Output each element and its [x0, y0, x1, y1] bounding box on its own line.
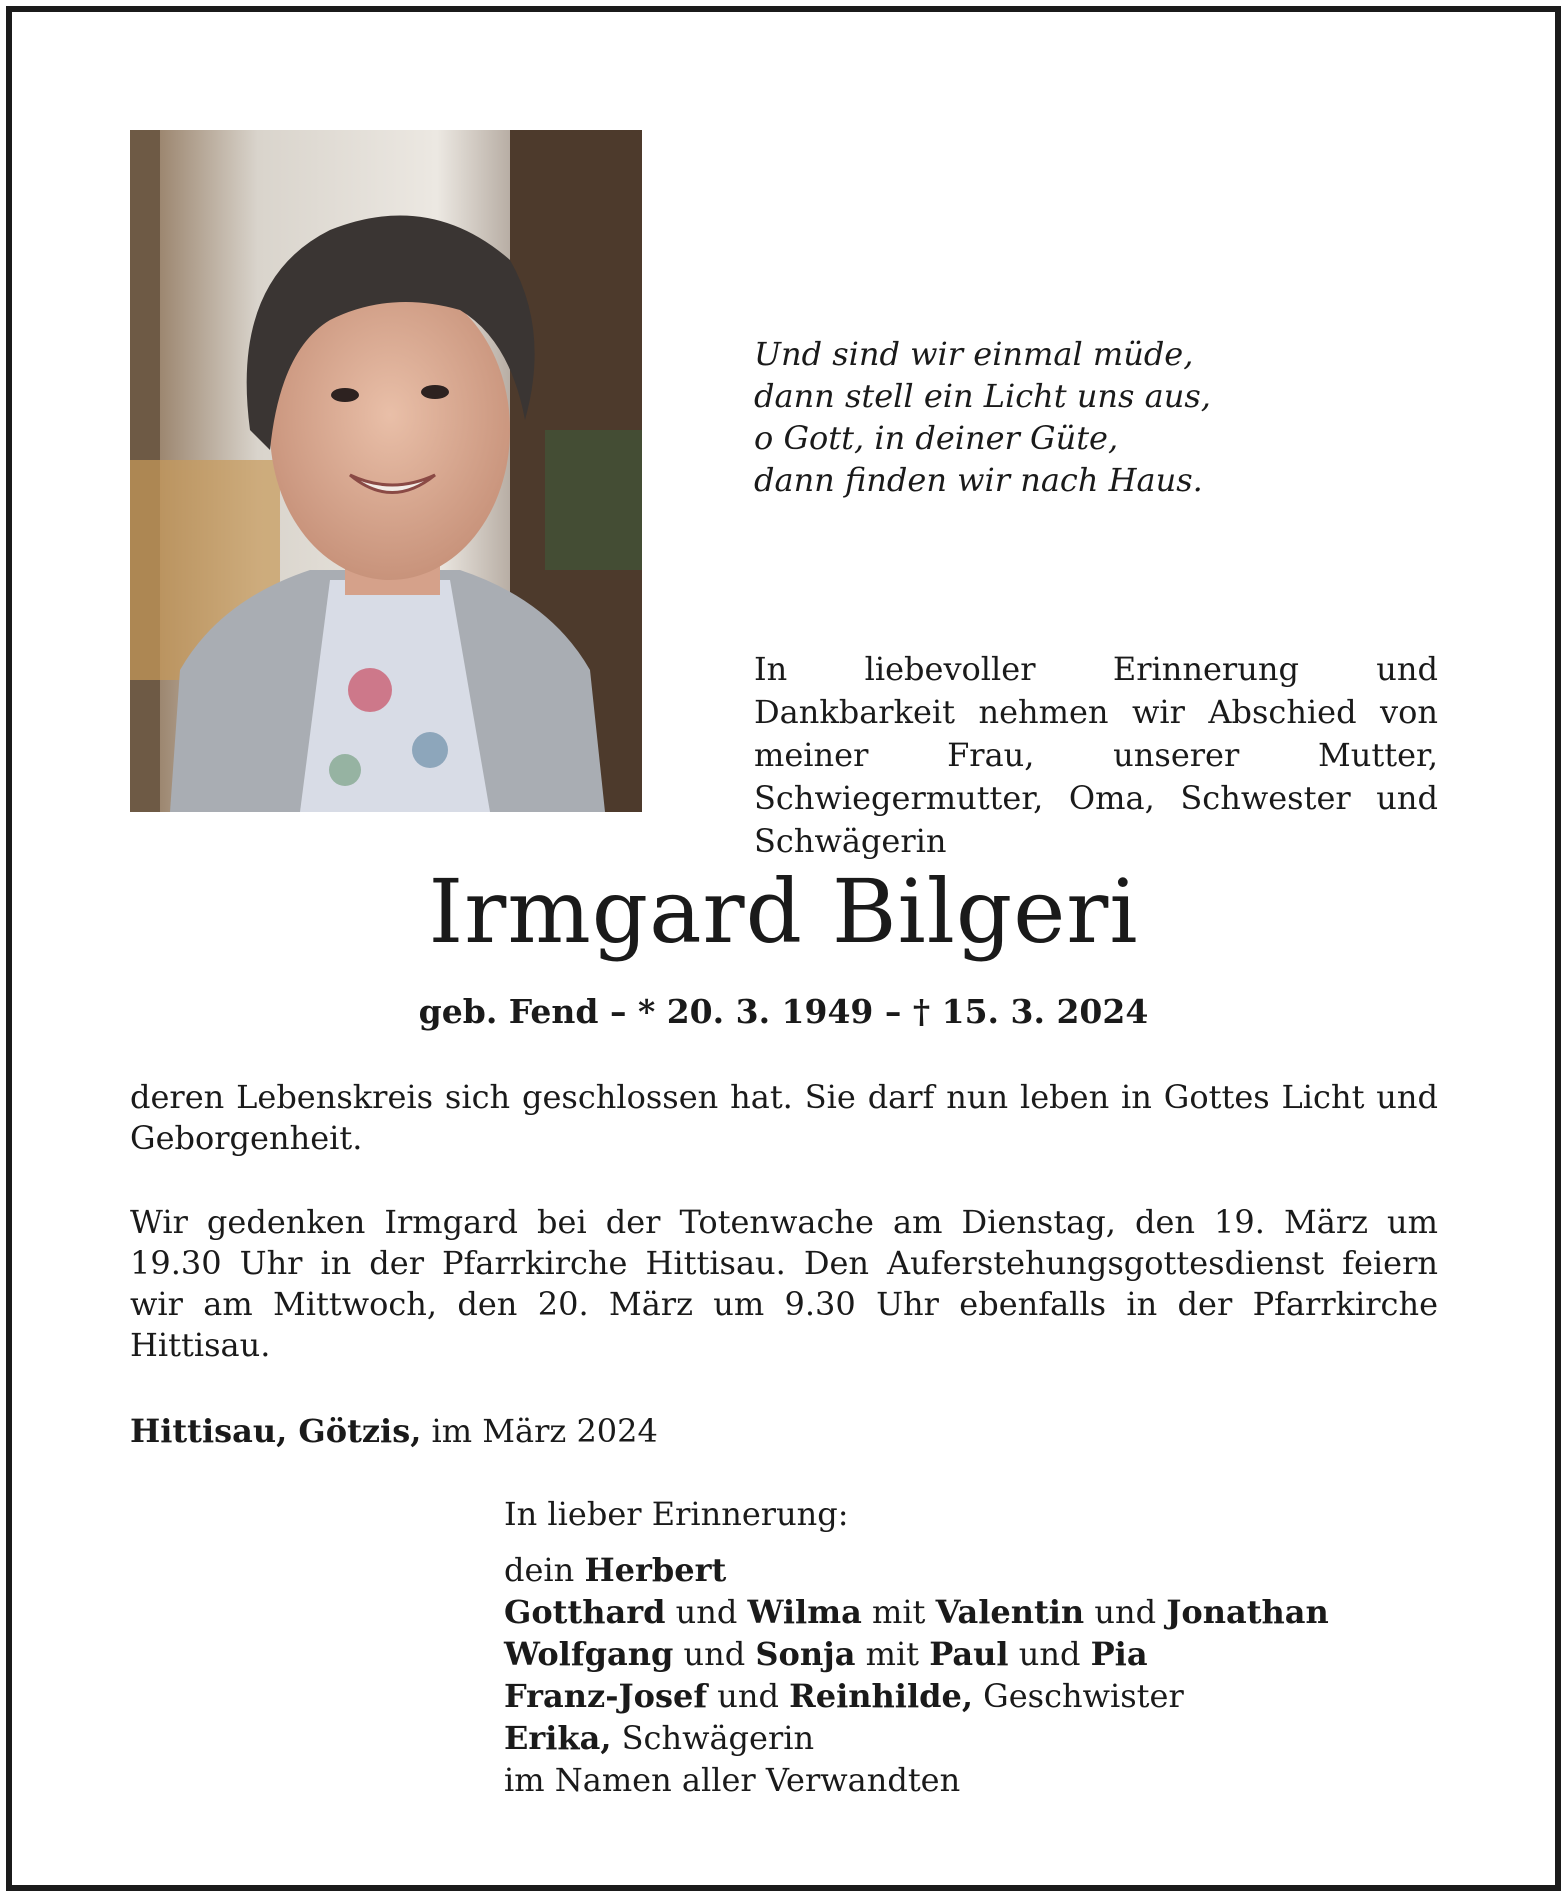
mourner-name: Reinhilde,: [789, 1677, 973, 1715]
mourner-name: Sonja: [755, 1635, 856, 1673]
signature-line: [504, 1675, 1329, 1717]
signature-word: und: [1018, 1635, 1081, 1673]
poem-line: Und sind wir einmal müde,: [754, 335, 1194, 373]
mourner-name: Gotthard: [504, 1593, 666, 1631]
signature-word: mit: [865, 1635, 920, 1673]
mourner-name: Erika,: [504, 1719, 612, 1757]
portrait-photo: [130, 130, 642, 812]
signature-word: und: [675, 1593, 738, 1631]
poem-line: dann finden wir nach Haus.: [754, 461, 1203, 499]
place-date: [130, 1412, 658, 1450]
signature-lead: In lieber Erinnerung:: [504, 1495, 849, 1533]
mourner-name: Jonathan: [1166, 1593, 1329, 1631]
poem-line: dann stell ein Licht uns aus,: [754, 377, 1211, 415]
mourner-name: Wolfgang: [504, 1635, 674, 1673]
body-paragraph-2: Wir gedenken Irmgard bei der Totenwache am Dienstag, den 19. März um 19.30 Uhr in der Pfarrkirche Hittisau. Den Auferstehungsgottesdienst feiern wir am Mittwoch, den 20. März um 9.30 Uhr ebenfalls in der Pfarrkirche Hittisau.: [130, 1203, 1438, 1364]
body-paragraph-1: deren Lebenskreis sich geschlossen hat. Sie darf nun leben in Gottes Licht und Geborgenheit.: [130, 1078, 1438, 1157]
signature-line: [504, 1717, 1329, 1759]
life-dates: geb. Fend – * 20. 3. 1949 – † 15. 3. 2024: [418, 992, 1149, 1031]
mourner-name: Wilma: [747, 1593, 862, 1631]
poem-quote: [754, 333, 1454, 501]
deceased-name: Irmgard Bilgeri: [428, 860, 1139, 963]
intro-text: In liebevoller Erinnerung und Dankbarkeit nehmen wir Abschied von meiner Frau, unserer Mutter, Schwiegermutter, Oma, Schwester und Schwägerin: [754, 650, 1438, 860]
mourner-name: Herbert: [584, 1551, 727, 1589]
mourner-name: Valentin: [935, 1593, 1085, 1631]
place-date-text: im März 2024: [431, 1412, 658, 1450]
poem-line: o Gott, in deiner Güte,: [754, 419, 1119, 457]
mourner-name: Paul: [929, 1635, 1009, 1673]
signature-line: [504, 1591, 1329, 1633]
signature-word: dein: [504, 1551, 575, 1589]
signature-word: Geschwister: [983, 1677, 1184, 1715]
place-towns: Hittisau, Götzis,: [130, 1412, 422, 1450]
signature-line: [504, 1633, 1329, 1675]
portrait-photo-icon: [130, 130, 642, 812]
signature-line: im Namen aller Verwandten: [504, 1761, 961, 1799]
mourner-name: Pia: [1090, 1635, 1148, 1673]
signature-word: und: [1094, 1593, 1157, 1631]
signature-word: mit: [871, 1593, 926, 1631]
mourners-signature: [504, 1493, 1329, 1801]
mourner-name: Franz-Josef: [504, 1677, 708, 1715]
signature-word: und: [683, 1635, 746, 1673]
signature-word: und: [717, 1677, 779, 1715]
signature-line: [504, 1549, 1329, 1591]
signature-word: Schwägerin: [621, 1719, 815, 1757]
